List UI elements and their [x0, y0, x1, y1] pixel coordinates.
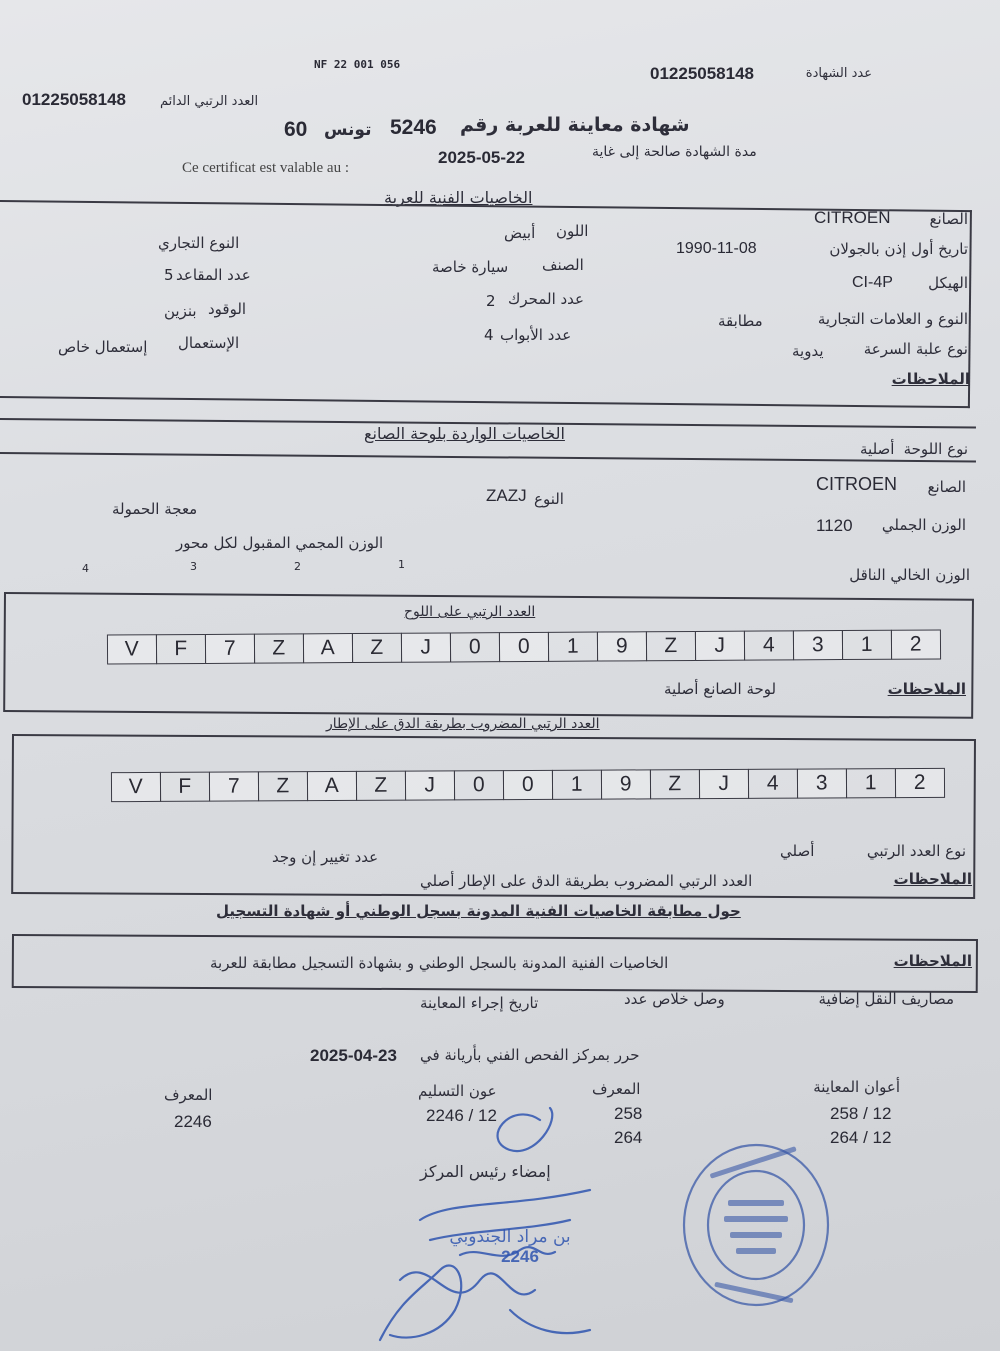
seats-label: عدد المقاعد — [176, 266, 251, 284]
vin-char: 0 — [502, 770, 553, 800]
permanent-number-label: العدد الرتبي الدائم — [160, 94, 259, 109]
director-name: بن مراد الجندوبي — [449, 1227, 571, 1247]
registry-remarks-label: الملاحظات — [893, 952, 972, 970]
permanent-number: 01225058148 — [22, 90, 127, 109]
vin-char: 7 — [204, 634, 255, 664]
validity-label-fr: Ce certificat est valable au : — [182, 160, 349, 176]
seats-value: 5 — [164, 266, 174, 284]
registration-id: 01225058148 — [650, 64, 755, 83]
fuel-value: بنزين — [164, 302, 197, 320]
vin-char: V — [106, 634, 157, 664]
commercial-type-label: النوع التجاري — [158, 234, 240, 252]
vin-2-change-label: عدد تغيير إن وجد — [272, 848, 379, 866]
validity-label-ar: مدة الشهادة صالحة إلى غاية — [592, 144, 757, 160]
total-weight-value: 1120 — [816, 516, 853, 535]
vin-2-remarks-value: العدد الرتبي المضروب بطريقة الدق على الإطار أصلي — [420, 872, 753, 890]
receipt-label: وصل خلاص عدد — [624, 990, 725, 1008]
doors-label: عدد الأبواب — [500, 326, 572, 344]
total-weight-label: الوزن الجملي — [881, 516, 966, 534]
fuel-label: الوقود — [208, 300, 247, 318]
vin-char: 9 — [600, 769, 651, 799]
engine-count-value: 2 — [486, 292, 496, 310]
official-stamp — [678, 1140, 834, 1310]
registry-remarks-value: الخاصيات الفنية المدونة بالسجل الوطني و بشهادة التسجيل مطابقة للعربة — [210, 954, 669, 972]
director-label: إمضاء رئيس المركز — [420, 1162, 551, 1181]
plate-model-label: النوع — [534, 490, 564, 508]
engine-count-label: عدد المحرك — [508, 290, 585, 308]
axle-load-label: معجة الحمولة — [112, 500, 198, 518]
vin-char: Z — [355, 771, 406, 801]
vin-char: 2 — [890, 629, 941, 659]
agent-id-2: 264 — [614, 1128, 643, 1147]
center-label: حرر بمركز الفحص الفني بأريانة في — [420, 1046, 640, 1064]
vin-char: J — [404, 770, 455, 800]
agent-2: 264 / 12 — [830, 1128, 892, 1147]
vin-char: 4 — [747, 769, 798, 799]
plate-maker-label: الصانع — [927, 478, 966, 496]
agents-id-label: المعرف — [592, 1080, 641, 1098]
vin-block-1-title: العدد الرتبي على اللوح — [404, 604, 536, 620]
vin-char: J — [698, 769, 749, 799]
vin-char: F — [159, 772, 210, 802]
vin-char: F — [155, 634, 206, 664]
empty-weight-label: الوزن الخالي الناقل — [849, 566, 970, 584]
certificate-title: شهادة معاينة للعربة رقم — [460, 114, 690, 136]
director-signature — [360, 1080, 620, 1350]
first-registration-label: تاريخ أول إذن بالجولان — [829, 240, 968, 258]
vin-char: 3 — [796, 768, 847, 798]
color-label: اللون — [556, 222, 589, 240]
brand-value: مطابقة — [718, 312, 763, 330]
usage-value: إستعمال خاص — [58, 338, 148, 356]
maker-label: الصانع — [929, 210, 968, 228]
center-date: 2025-04-23 — [310, 1046, 397, 1065]
vin-char: A — [302, 633, 353, 663]
body-value: CI-4P — [852, 274, 893, 291]
agents-label: أعوان المعاينة — [813, 1078, 900, 1096]
vin-2-type-label: نوع العدد الرتبي — [866, 842, 966, 860]
maker-value: CITROEN — [814, 208, 891, 227]
category-label: الصنف — [542, 256, 584, 274]
vin-2-remarks-label: الملاحظات — [893, 870, 972, 888]
vin-char: 1 — [547, 632, 598, 662]
axle-weight-label: الوزن المجمي المقبول لكل محور — [176, 534, 384, 552]
axle-number-3: 3 — [190, 560, 197, 573]
vin-char: 1 — [845, 768, 896, 798]
plate-model-value: ZAZJ — [486, 486, 527, 505]
plate-type-value: أصلية — [860, 440, 895, 458]
vin-char: J — [400, 632, 451, 662]
usage-label: الإستعمال — [178, 334, 240, 352]
gearbox-label: نوع علبة السرعة — [863, 340, 968, 358]
color-value: أبيض — [504, 224, 536, 242]
plate-title-rule — [0, 452, 976, 463]
plate-section-title: الخاصيات الواردة بلوحة الصانع — [364, 424, 565, 443]
gearbox-value: يدوية — [792, 342, 824, 360]
axle-number-4: 4 — [82, 562, 89, 575]
signer-label: عون التسليم — [418, 1082, 497, 1100]
vin-2-type-value: أصلي — [780, 842, 815, 860]
first-registration-value: 1990-11-08 — [676, 240, 757, 257]
fees-label: مصاريف النقل إضافية — [818, 990, 954, 1008]
signer-id-label: المعرف — [164, 1086, 213, 1104]
body-label: الهيكل — [928, 274, 968, 292]
plate-maker-value: CITROEN — [816, 474, 897, 494]
doors-value: 4 — [484, 326, 494, 344]
vin-char: J — [694, 631, 745, 661]
technical-remarks-label: الملاحظات — [891, 370, 970, 388]
agent-1: 258 / 12 — [830, 1104, 892, 1123]
vin-char: Z — [649, 769, 700, 799]
vin-char: 3 — [792, 630, 843, 660]
vin-char: V — [110, 772, 161, 802]
vin-char: 4 — [743, 630, 794, 660]
vin-char: 0 — [449, 632, 500, 662]
vin-char: 1 — [551, 770, 602, 800]
vin-char: 7 — [208, 771, 259, 801]
vin-char: Z — [351, 633, 402, 663]
category-value: سيارة خاصة — [432, 258, 509, 276]
vin-char: Z — [257, 771, 308, 801]
plate-number: 5246 — [390, 116, 437, 139]
serial-code: NF 22 001 056 — [314, 58, 401, 71]
vin-char: A — [306, 771, 357, 801]
vin-char: Z — [645, 631, 696, 661]
director-code: 2246 — [501, 1247, 539, 1266]
plate-type-label: نوع اللوحة — [903, 440, 968, 458]
plate-series: 60 — [284, 118, 308, 141]
signer-value: 2246 / 12 — [426, 1106, 497, 1125]
brand-label: النوع و العلامات التجارية — [817, 310, 968, 328]
plate-region: تونس — [324, 120, 372, 140]
axle-number-1: 1 — [398, 558, 405, 571]
signer-id: 2246 — [174, 1112, 212, 1131]
inspection-date-label: تاريخ إجراء المعاينة — [420, 994, 539, 1012]
registration-id-label: عدد الشهادة — [805, 66, 872, 81]
vin-row-1 — [108, 629, 941, 664]
vin-1-remarks-value: لوحة الصانع أصلية — [664, 680, 777, 698]
vin-1-remarks-label: الملاحظات — [887, 680, 966, 698]
vin-char: Z — [253, 633, 304, 663]
vin-char: 9 — [596, 631, 647, 661]
vin-char: 0 — [498, 632, 549, 662]
axle-number-2: 2 — [294, 560, 301, 573]
validity-date: 2025-05-22 — [438, 148, 525, 167]
vin-char: 1 — [841, 630, 892, 660]
vin-char: 0 — [453, 770, 504, 800]
technical-section-title: الخاصيات الفنية للعربة — [384, 188, 533, 207]
vin-row-2 — [112, 768, 945, 802]
vin-char: 2 — [894, 768, 945, 798]
vin-block-2-title: العدد الرتبي المضروب بطريقة الدق على الإطار — [326, 716, 600, 732]
agent-id-1: 258 — [614, 1104, 643, 1123]
registry-title: حول مطابقة الخاصيات الفنية المدونة بسجل الوطني أو شهادة التسجيل — [216, 902, 741, 920]
